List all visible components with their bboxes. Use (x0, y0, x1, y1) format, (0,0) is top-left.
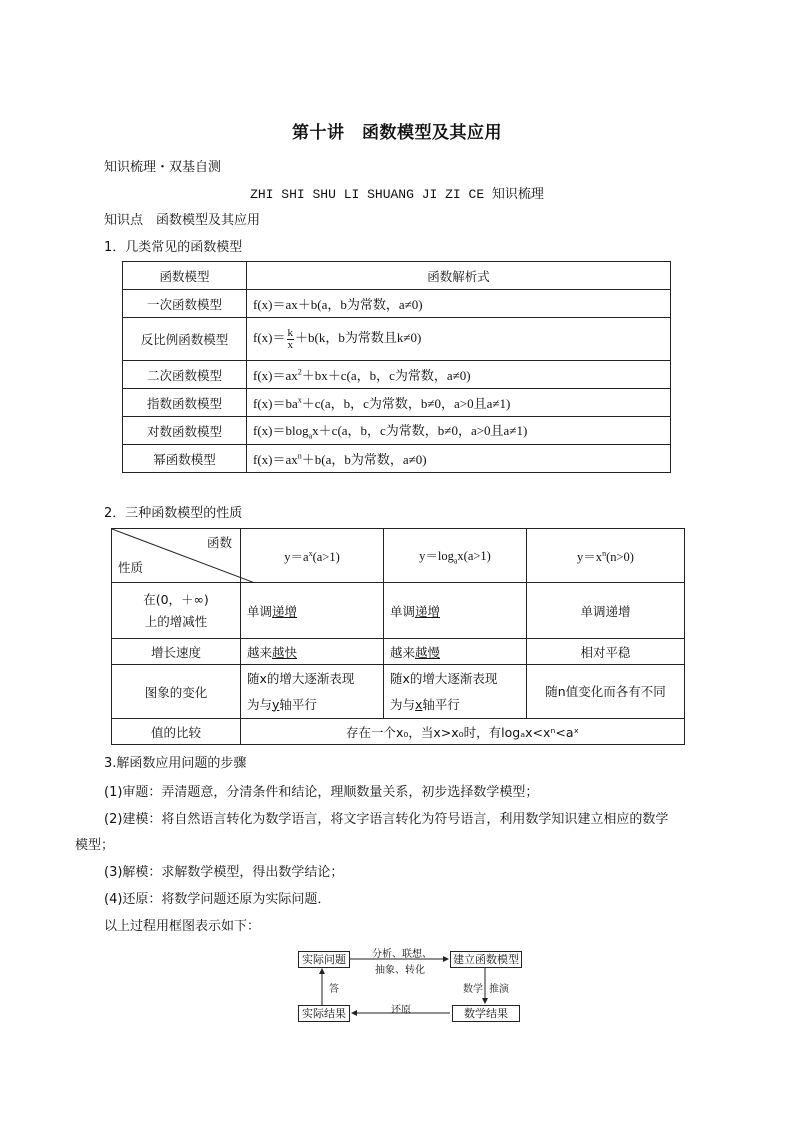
table1-formula: f(x)＝ax＋b(a，b为常数，a≠0) (247, 290, 671, 318)
superscript: n (602, 548, 607, 558)
table1-model: 指数函数模型 (123, 389, 247, 417)
formula-text: f(x)＝ax (253, 368, 298, 383)
step-4: (4)还原：将数学问题还原为实际问题． (104, 892, 331, 907)
heading-2: 2．三种函数模型的性质 (104, 506, 243, 521)
knowledge-point: 知识点 函数模型及其应用 (104, 213, 261, 228)
step-2: (2)建模：将自然语言转化为数学语言，将文字语言转化为符号语言，利用数学知识建立相应的数学 (104, 812, 669, 827)
superscript: x (308, 548, 313, 558)
row-label-compare: 值的比较 (112, 719, 241, 745)
header-text: (n>0) (606, 549, 634, 564)
diagonal-label-bottom: 性质 (118, 560, 144, 575)
formula-text: f(x)＝ba (253, 396, 298, 411)
diagonal-label-top: 函数 (206, 535, 232, 550)
step-1: (1)审题：弄清题意，分清条件和结论，理顺数量关系，初步选择数学模型； (104, 785, 539, 800)
step-2-cont: 模型； (75, 838, 115, 853)
cell-text: 轴平行 (422, 696, 460, 712)
formula-text: ＋c(a，b，c为常数，b≠0，a>0且a≠1) (301, 396, 511, 411)
answer-text: 递增 (272, 603, 298, 619)
flow-label-restore: 还原 (391, 1005, 411, 1016)
row-label-graph: 图象的变化 (112, 665, 241, 719)
step-3: (3)解模：求解数学模型，得出数学结论； (104, 865, 344, 880)
superscript: 2 (297, 367, 302, 377)
subscript: a (453, 556, 458, 566)
header-text: y＝x (577, 549, 603, 564)
subscript: a (308, 431, 313, 441)
flow-box-real-result: 实际结果 (298, 1005, 350, 1022)
formula-text: f(x)＝ (253, 330, 286, 346)
header-text: y＝a (284, 549, 309, 564)
flow-label-abstract: 抽象、转化 (375, 965, 425, 976)
flow-box-build-model: 建立函数模型 (450, 951, 522, 968)
answer-text: x (415, 696, 423, 712)
table1-model: 反比例函数模型 (123, 318, 247, 361)
table1-header-formula: 函数解析式 (247, 262, 671, 290)
answer-text: 越快 (272, 644, 298, 660)
cell: 随n值变化而各有不同 (527, 665, 685, 719)
row-label-speed: 增长速度 (112, 639, 241, 665)
answer-text: y (272, 696, 280, 712)
section-header: 知识梳理・双基自测 (104, 160, 222, 175)
fraction-numerator: k (287, 326, 293, 339)
flow-intro: 以上过程用框图表示如下： (104, 919, 261, 934)
heading-1: 1．几类常见的函数模型 (104, 240, 243, 255)
flow-label-deduce: 推演 (489, 984, 509, 995)
table1-header-model: 函数模型 (123, 262, 247, 290)
cell-text: 为与 (247, 696, 273, 712)
label-line: 上的增减性 (144, 613, 208, 629)
cell-text: 单调 (247, 603, 273, 619)
heading-3: 3.解函数应用问题的步骤 (104, 756, 247, 771)
flow-label-math: 数学 (463, 984, 483, 995)
header-text: y＝log (419, 548, 454, 563)
cell: 单调递增 (527, 583, 685, 639)
page-title: 第十讲 函数模型及其应用 (292, 123, 502, 143)
formula-text: x＋c(a，b，c为常数，b≠0，a>0且a≠1) (312, 423, 528, 439)
fraction-denominator: x (287, 338, 293, 351)
formula-text: ＋bx＋c(a，b，c为常数，a≠0) (301, 368, 471, 383)
table1-model: 二次函数模型 (123, 361, 247, 389)
header-text: x(a>1) (457, 548, 491, 563)
answer-text: 越慢 (415, 644, 441, 660)
flow-box-real-problem: 实际问题 (298, 951, 350, 968)
header-text: (a>1) (312, 549, 340, 564)
label-line: 在(0，＋∞) (143, 591, 209, 607)
table1-model: 对数函数模型 (123, 417, 247, 445)
flow-label-analyze: 分析、联想、 (372, 949, 432, 960)
cell-text: 单调 (390, 603, 416, 619)
cell-text: 轴平行 (279, 696, 317, 712)
cell: 相对平稳 (527, 639, 685, 665)
answer-text: 递增 (415, 603, 441, 619)
cell-text: 随x的增大逐渐表现 (247, 670, 355, 686)
cell-text: 随x的增大逐渐表现 (390, 670, 498, 686)
formula-text: f(x)＝ax (253, 452, 298, 467)
superscript: x (297, 395, 302, 405)
pinyin-header: ZHI SHI SHU LI SHUANG JI ZI CE 知识梳理 (250, 187, 544, 202)
flow-box-math-result: 数学结果 (452, 1005, 520, 1022)
table1-model: 幂函数模型 (123, 445, 247, 473)
formula-text: ＋b(k，b为常数且k≠0) (295, 330, 422, 346)
formula-text: f(x)＝blog (253, 423, 309, 439)
cell-compare: 存在一个x₀，当x>x₀时，有logₐx<xⁿ<aˣ (241, 719, 685, 745)
cell-text: 越来 (390, 644, 416, 660)
formula-text: ＋b(a，b为常数，a≠0) (301, 452, 427, 467)
cell-text: 越来 (247, 644, 273, 660)
table1-model: 一次函数模型 (123, 290, 247, 318)
flow-label-answer: 答 (329, 984, 339, 995)
cell-text: 为与 (390, 696, 416, 712)
superscript: n (297, 451, 302, 461)
